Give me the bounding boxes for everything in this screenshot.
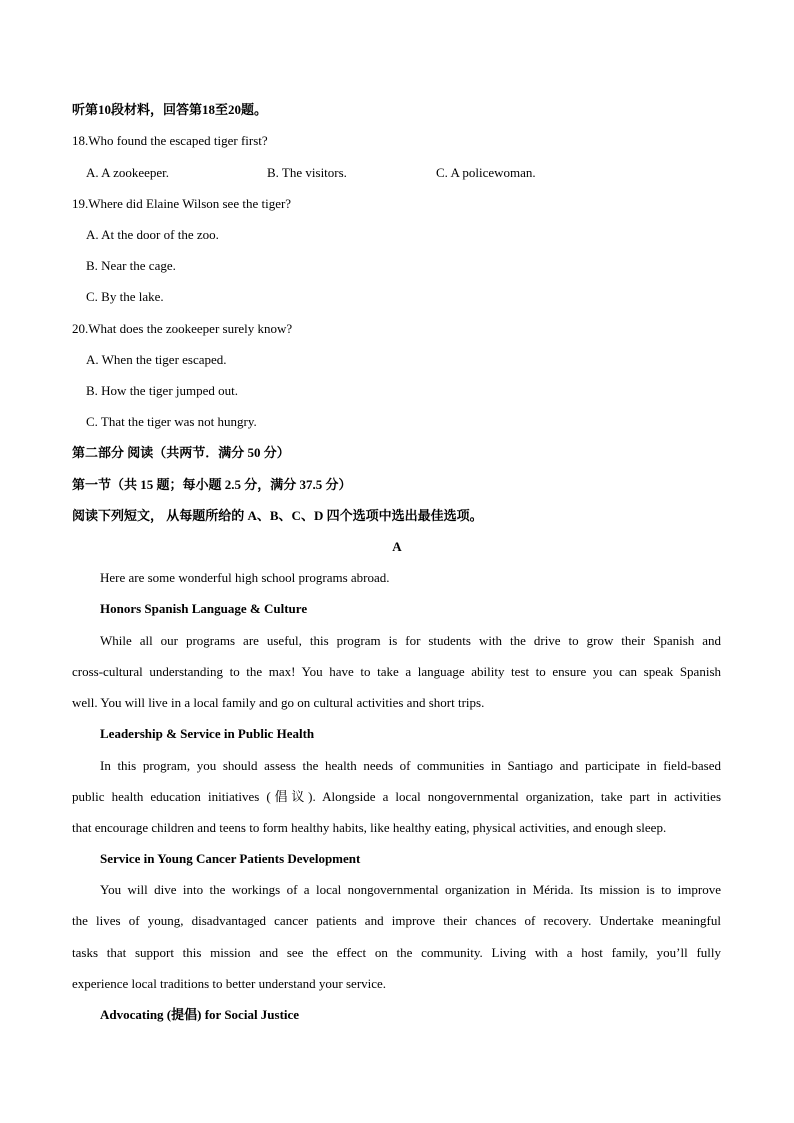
section-one-heading: 第一节（共 15 题；每小题 2.5 分，满分 37.5 分） (72, 477, 352, 492)
q18-option-b: B. The visitors. (267, 165, 347, 180)
program-text-line: well. You will live in a local family and go on cultural activities and short trips. (72, 695, 485, 710)
program-text-line: While all our programs are useful, this program is for students with the drive to grow their Spanish and (100, 633, 721, 648)
program-title: Advocating (提倡) for Social Justice (100, 1007, 300, 1022)
program-text-line: that encourage children and teens to form healthy habits, like healthy eating, physical activities, and enough sleep. (72, 820, 667, 835)
program-text-line: In this program, you should assess the health needs of communities in Santiago and participate in field-based (100, 758, 721, 773)
program-text-line: the lives of young, disadvantaged cancer patients and improve their chances of recovery. Undertake meaningful (72, 913, 721, 928)
question-20: 20.What does the zookeeper surely know? (72, 321, 293, 336)
q20-option-b: B. How the tiger jumped out. (86, 383, 239, 398)
part-two-heading: 第二部分 阅读（共两节．满分 50 分） (72, 445, 290, 460)
listening-section-heading: 听第10段材料，回答第18至20题。 (72, 102, 268, 117)
program-title: Service in Young Cancer Patients Development (100, 851, 361, 866)
program-text-line: cross-cultural understanding to the max! You have to take a language ability test to ensure you can speak Spanish (72, 664, 721, 679)
q19-option-c: C. By the lake. (86, 289, 164, 304)
program-text-line: tasks that support this mission and see the effect on the community. Living with a host family, you’ll fully (72, 945, 721, 960)
q19-option-a: A. At the door of the zoo. (86, 227, 219, 242)
passage-letter: A (392, 539, 402, 554)
q18-option-c: C. A policewoman. (436, 165, 536, 180)
q20-option-c: C. That the tiger was not hungry. (86, 414, 257, 429)
program-text-line: public health education initiatives (倡议). Alongside a local nongovernmental organization, take part in activities (72, 789, 721, 804)
reading-instructions: 阅读下列短文， 从每题所给的 A、B、C、D 四个选项中选出最佳选项。 (72, 508, 483, 523)
q20-option-a: A. When the tiger escaped. (86, 352, 227, 367)
q18-option-a: A. A zookeeper. (86, 165, 170, 180)
program-text-line: experience local traditions to better understand your service. (72, 976, 387, 991)
program-title: Leadership & Service in Public Health (100, 726, 315, 741)
q19-option-b: B. Near the cage. (86, 258, 176, 273)
question-18: 18.Who found the escaped tiger first? (72, 133, 268, 148)
program-text-line: You will dive into the workings of a local nongovernmental organization in Mérida. Its mission is to improve (100, 882, 721, 897)
passage-intro: Here are some wonderful high school programs abroad. (100, 570, 390, 585)
question-19: 19.Where did Elaine Wilson see the tiger? (72, 196, 292, 211)
program-title: Honors Spanish Language & Culture (100, 601, 308, 616)
